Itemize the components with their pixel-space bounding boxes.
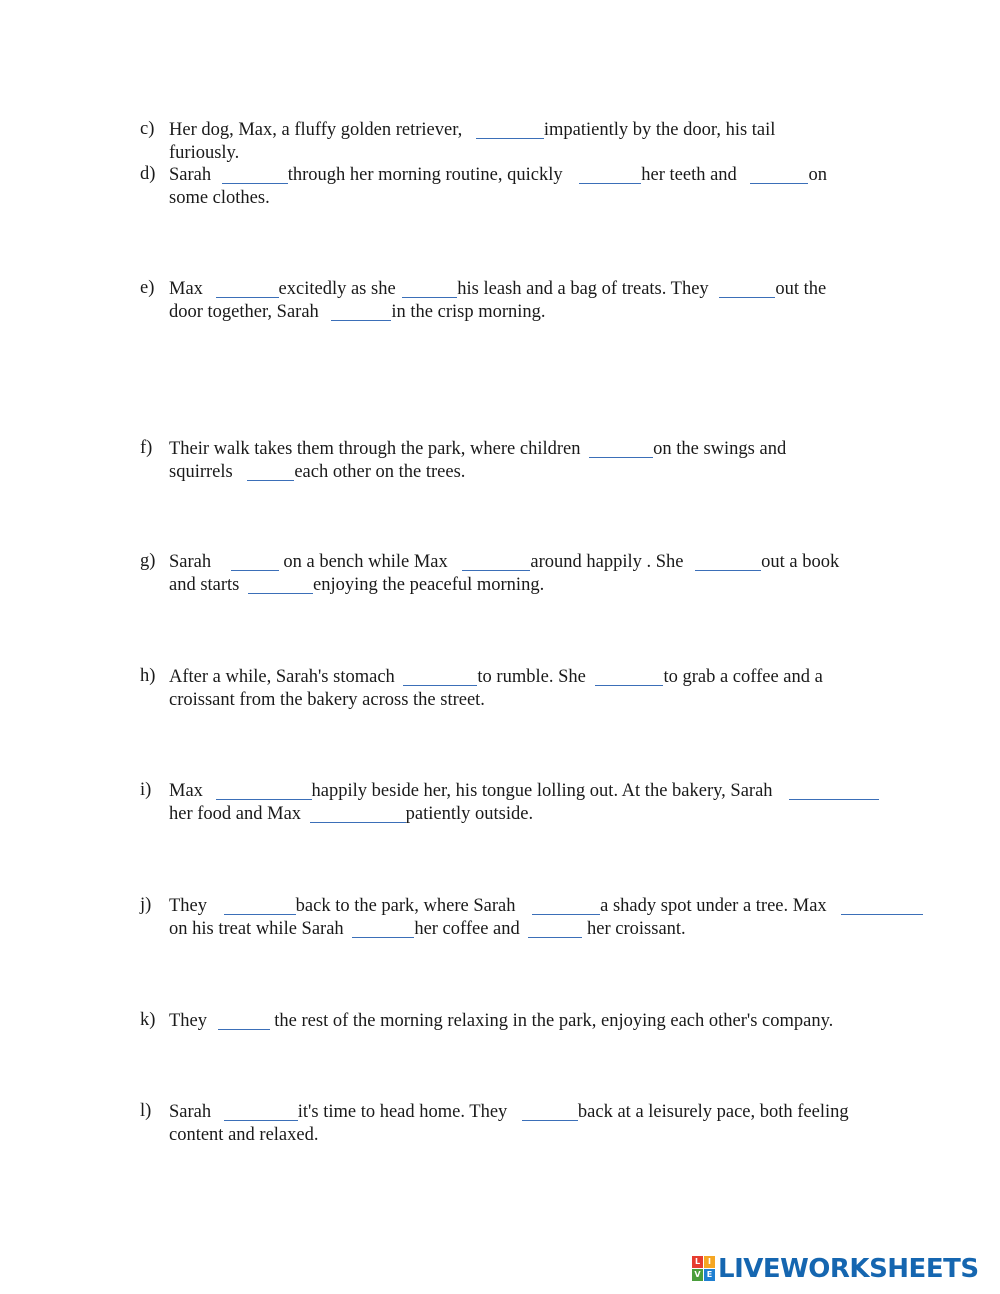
item-i-line-1: Max happily beside her, his tongue lolling out. At the bakery, Sarah: [169, 780, 879, 803]
item-d-line-2: some clothes.: [169, 188, 270, 208]
item-g-line-1: Sarah on a bench while Max around happily . She out a book: [169, 552, 840, 572]
item-h-line-2: croissant from the bakery across the street.: [169, 690, 485, 710]
item-label-g: g): [140, 551, 156, 571]
blank-j-5[interactable]: [528, 920, 582, 938]
item-c-line-1: Her dog, Max, a fluffy golden retriever, impatiently by the door, his tail: [169, 120, 776, 140]
blank-j-3[interactable]: [841, 897, 923, 915]
item-label-i: i): [140, 780, 152, 800]
blank-j-4[interactable]: [352, 920, 414, 938]
item-k-line-1: They the rest of the morning relaxing in the park, enjoying each other's company.: [169, 1011, 834, 1031]
blank-e-3[interactable]: [719, 280, 775, 298]
item-i-line-2: her food and Max patiently outside.: [169, 804, 534, 824]
item-g-line-2: and starts enjoying the peaceful morning.: [169, 575, 545, 595]
item-label-j: j): [140, 895, 152, 915]
blank-d-3[interactable]: [750, 166, 808, 184]
blank-h-1[interactable]: [403, 668, 477, 686]
blank-d-2[interactable]: [579, 166, 641, 184]
blank-i-2[interactable]: [789, 782, 879, 800]
item-label-h: h): [140, 666, 156, 686]
item-e-line-1: Max excitedly as she his leash and a bag of treats. They out the: [169, 279, 827, 299]
item-f-line-2: squirrels each other on the trees.: [169, 462, 466, 482]
blank-e-2[interactable]: [402, 280, 457, 298]
blank-d-1[interactable]: [222, 166, 288, 184]
item-label-e: e): [140, 278, 155, 298]
blank-g-1[interactable]: [231, 553, 279, 571]
blank-e-1[interactable]: [216, 280, 279, 298]
blank-f-1[interactable]: [589, 440, 653, 458]
blank-i-1[interactable]: [216, 782, 312, 800]
item-d-line-1: Sarah through her morning routine, quickly her teeth and on: [169, 165, 827, 185]
item-j-line-2: on his treat while Sarah her coffee and her croissant.: [169, 919, 686, 939]
blank-j-2[interactable]: [532, 897, 600, 915]
item-label-l: l): [140, 1101, 152, 1121]
item-label-f: f): [140, 438, 153, 458]
item-l-line-2: content and relaxed.: [169, 1125, 319, 1145]
blank-c-1[interactable]: [476, 121, 544, 139]
blank-g-4[interactable]: [248, 576, 313, 594]
liveworksheets-wordmark: LIVEWORKSHEETS: [718, 1254, 979, 1284]
blank-e-4[interactable]: [331, 303, 391, 321]
liveworksheets-mark-icon: L I V E: [692, 1256, 716, 1282]
blank-f-2[interactable]: [247, 463, 294, 481]
item-c-line-2: furiously.: [169, 143, 240, 163]
item-e-line-2: door together, Sarah in the crisp morning.: [169, 302, 546, 322]
liveworksheets-logo: [692, 1254, 979, 1284]
blank-l-1[interactable]: [224, 1103, 298, 1121]
blank-h-2[interactable]: [595, 668, 663, 686]
item-l-line-1: Sarah it's time to head home. They back at a leisurely pace, both feeling: [169, 1102, 849, 1122]
item-label-c: c): [140, 119, 155, 139]
item-h-line-1: After a while, Sarah's stomach to rumble. She to grab a coffee and a: [169, 667, 823, 687]
item-f-line-1: Their walk takes them through the park, where children on the swings and: [169, 439, 787, 459]
blank-j-1[interactable]: [224, 897, 296, 915]
blank-l-2[interactable]: [522, 1103, 578, 1121]
blank-g-2[interactable]: [462, 553, 530, 571]
item-label-d: d): [140, 164, 156, 184]
blank-g-3[interactable]: [695, 553, 761, 571]
item-j-line-1: They back to the park, where Sarah a shady spot under a tree. Max: [169, 895, 923, 918]
item-label-k: k): [140, 1010, 156, 1030]
blank-i-3[interactable]: [310, 805, 406, 823]
blank-k-1[interactable]: [218, 1012, 270, 1030]
